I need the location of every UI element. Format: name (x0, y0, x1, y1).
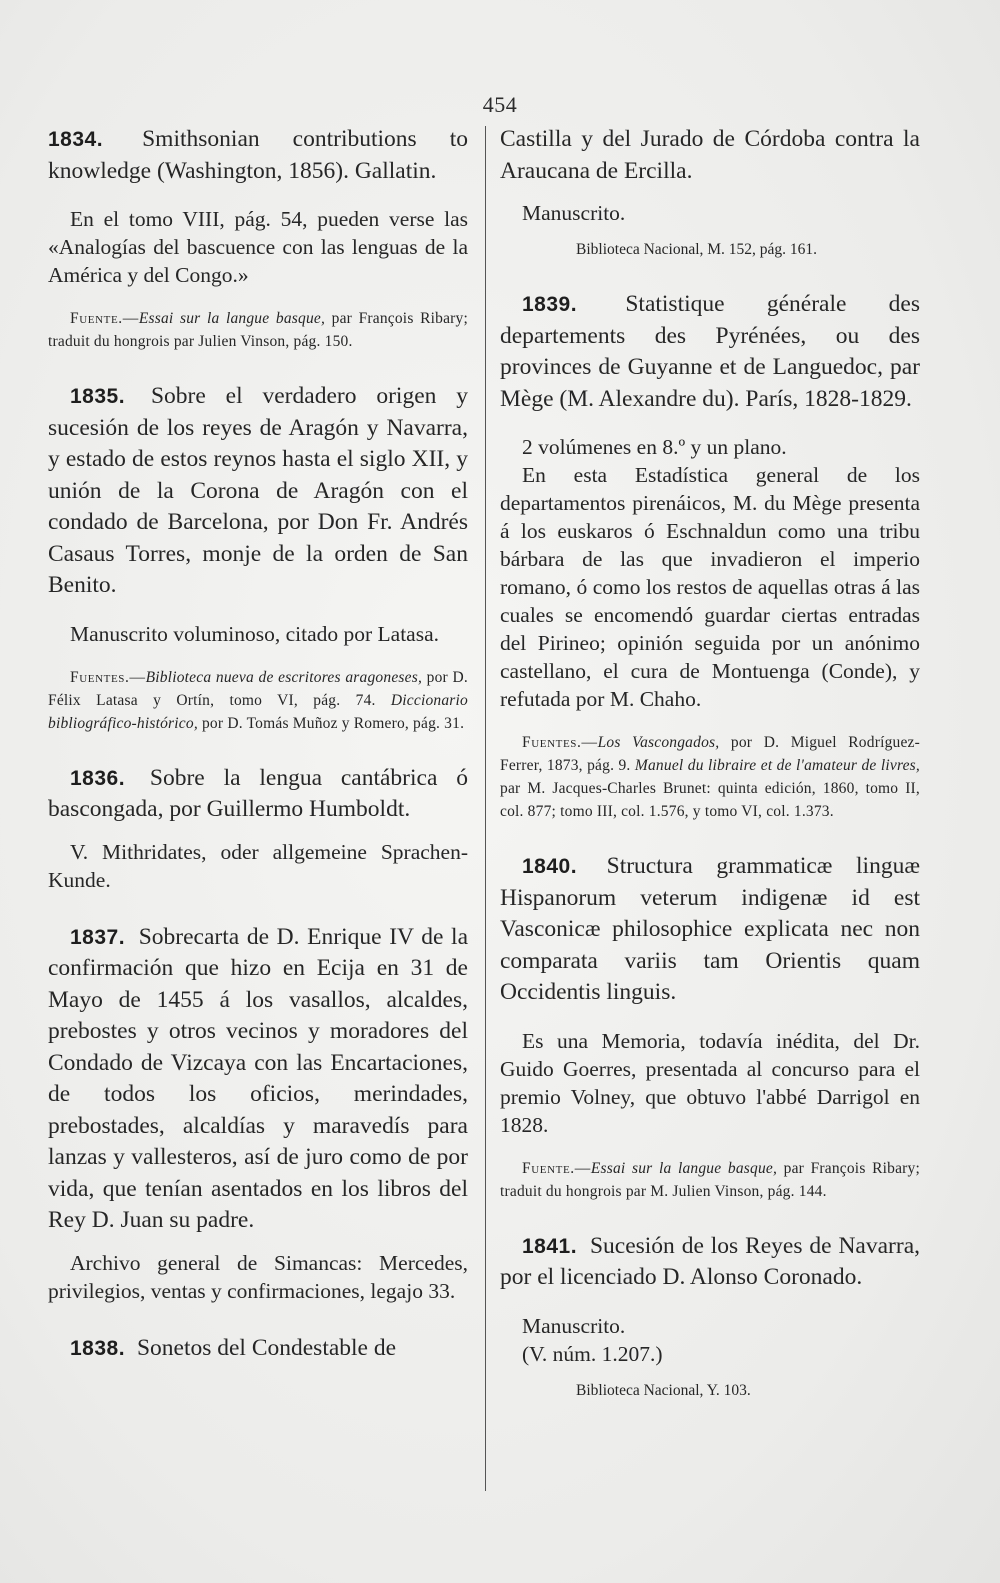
entry-number: 1839. (522, 293, 578, 316)
entry-body: Archivo general de Simancas: Mercedes, privilegios, ventas y confirmaciones, legajo 33. (48, 1250, 468, 1303)
entry-1838 (48, 1333, 468, 1365)
source-title: Los Vascongados, (597, 734, 720, 751)
entry-1837 (48, 922, 468, 1305)
source-title: Essai sur la langue basque, (138, 310, 326, 327)
entry-title: Sobre el verdadero origen y sucesión de los reyes de Aragón y Navarra, y estado de estos reynos hasta el siglo XII, y unión de la Corona de Aragón con el condado de Barcelona, por Don Fr. Andrés Casaus Torres, monje de la orden de San Benito. (48, 383, 469, 598)
entry-1836 (48, 763, 468, 894)
source-details: por D. Miguel Rodríguez-Ferrer, 1873, pág. 9. (500, 734, 921, 774)
entry-heading (48, 922, 468, 1237)
entry-title: Sucesión de los Reyes de Navarra, por el licenciado D. Alonso Coronado. (500, 1232, 921, 1290)
entry-source-note (500, 1157, 920, 1203)
entry-1840 (500, 851, 920, 1203)
entry-number: 1838. (70, 1336, 126, 1360)
entry-source-note (48, 666, 468, 735)
source-title-2: Diccionario bibliográfico-histórico, (48, 691, 468, 732)
entry-title: Smithsonian contributions to knowledge (Washington, 1856). Gallatin. (48, 126, 469, 184)
entry-number: 1834. (48, 128, 104, 151)
entry-1839 (500, 289, 920, 823)
source-label: Fuentes.— (70, 668, 146, 686)
entry-body: En el tomo VIII, pág. 54, pueden verse las «Analogías del bascuence con las lenguas de la América y del Congo.» (48, 207, 468, 287)
entry-source-note: Biblioteca Nacional, M. 152, pág. 161. (576, 241, 818, 258)
source-details: por D. Félix Latasa y Ortín, tomo VI, pág. 74. (48, 668, 469, 709)
entry-number: 1840. (522, 855, 578, 878)
column-divider (485, 126, 486, 1491)
source-details: par François Ribary; traduit du hongrois par Julien Vinson, pág. 150. (48, 310, 468, 350)
entry-1834 (48, 124, 468, 353)
entry-title: Sonetos del Condestable de (136, 1334, 397, 1361)
entry-heading (48, 381, 468, 602)
entry-title: Statistique générale des departements des Pyrénées, ou des provinces de Guyanne et de Languedoc, par Mège (M. Alexandre du). París, 1828-1829. (500, 291, 921, 412)
source-title-2: Manuel du libraire et de l'amateur de livres, (634, 757, 920, 774)
entry-heading (500, 1231, 920, 1294)
entry-title: Sobrecarta de D. Enrique IV de la confirmación que hizo en Ecija en 31 de Mayo de 1455 á los vasallos, alcaldes, prebostes y otros vecinos y moradores del Condado de Vizcaya con las Encartaciones, de todos los oficios, merindades, prebostades, alcaldías y maravedís para lanzas y vallesteros, así de juro como de por vida, que tenían asentados en los libros del Rey D. Juan su padre. (48, 923, 469, 1233)
source-label: Fuente.— (70, 310, 139, 327)
source-details-2: por D. Tomás Muñoz y Romero, pág. 31. (197, 714, 465, 732)
right-column (500, 124, 920, 1402)
entry-title: Structura grammaticæ linguæ Hispanorum veterum indigenæ id est Vasconicæ philosophice explicata nec non comparata variis tam Orientis quam Occidentis linguis. (500, 853, 921, 1005)
page-number: 454 (482, 92, 518, 117)
entry-number: 1836. (70, 766, 126, 790)
entry-number: 1835. (70, 385, 126, 408)
entry-body-2: (V. núm. 1.207.) (522, 1341, 663, 1366)
left-column (48, 124, 468, 1364)
entry-body: Manuscrito voluminoso, citado por Latasa. (70, 621, 440, 646)
entry-source-note: Biblioteca Nacional, Y. 103. (576, 1381, 751, 1399)
entry-body-1: Manuscrito. (522, 1313, 626, 1338)
entry-heading (500, 289, 920, 415)
source-label: Fuentes.— (522, 734, 598, 751)
entry-heading (500, 851, 920, 1009)
entry-1835 (48, 381, 468, 735)
entry-number: 1841. (522, 1234, 578, 1258)
entry-heading (48, 124, 468, 187)
entry-body: Manuscrito. (522, 201, 626, 225)
source-details: par François Ribary; traduit du hongrois par M. Julien Vinson, pág. 144. (500, 1159, 920, 1200)
entry-title: Sobre la lengua cantábrica ó bascongada, por Guillermo Humboldt. (48, 764, 468, 822)
source-title: Essai sur la langue basque, (590, 1159, 778, 1177)
entry-source-note (500, 731, 920, 823)
entry-heading (48, 1333, 468, 1365)
entry-source-note (48, 307, 468, 353)
entry-number: 1837. (70, 925, 126, 949)
source-label: Fuente.— (522, 1159, 591, 1177)
entry-title-continued: Castilla y del Jurado de Córdoba contra la Araucana de Ercilla. (500, 126, 920, 184)
entry-1841 (500, 1231, 920, 1402)
entry-body-1: 2 volúmenes en 8.º y un plano. (522, 435, 787, 459)
source-title: Biblioteca nueva de escritores aragoneses, (145, 668, 423, 686)
entry-body: Es una Memoria, todavía inédita, del Dr. Guido Goerres, presentada al concurso para el premio Volney, que obtuvo l'abbé Darrigol en 1828. (500, 1028, 920, 1137)
entry-body-2: En esta Estadística general de los departamentos pirenáicos, M. du Mège presenta á los euskaros ó Eschnaldun como una tribu bárbara de las que invadieron el imperio romano, ó como los restos de aquellas otras á las cuales se encomendó guardar ciertas entradas del Pirineo; opinión seguida por un anónimo castellano, el cura de Montuenga (Conde), y refutada por M. Chaho. (500, 463, 920, 711)
entry-body: V. Mithridates, oder allgemeine Sprachen-Kunde. (48, 839, 468, 892)
entry-1838-continued (500, 124, 920, 261)
source-details-2: par M. Jacques-Charles Brunet: quinta edición, 1860, tomo II, col. 877; tomo III, col. 1.576, y tomo VI, col. 1.373. (500, 780, 920, 820)
entry-heading (48, 763, 468, 826)
